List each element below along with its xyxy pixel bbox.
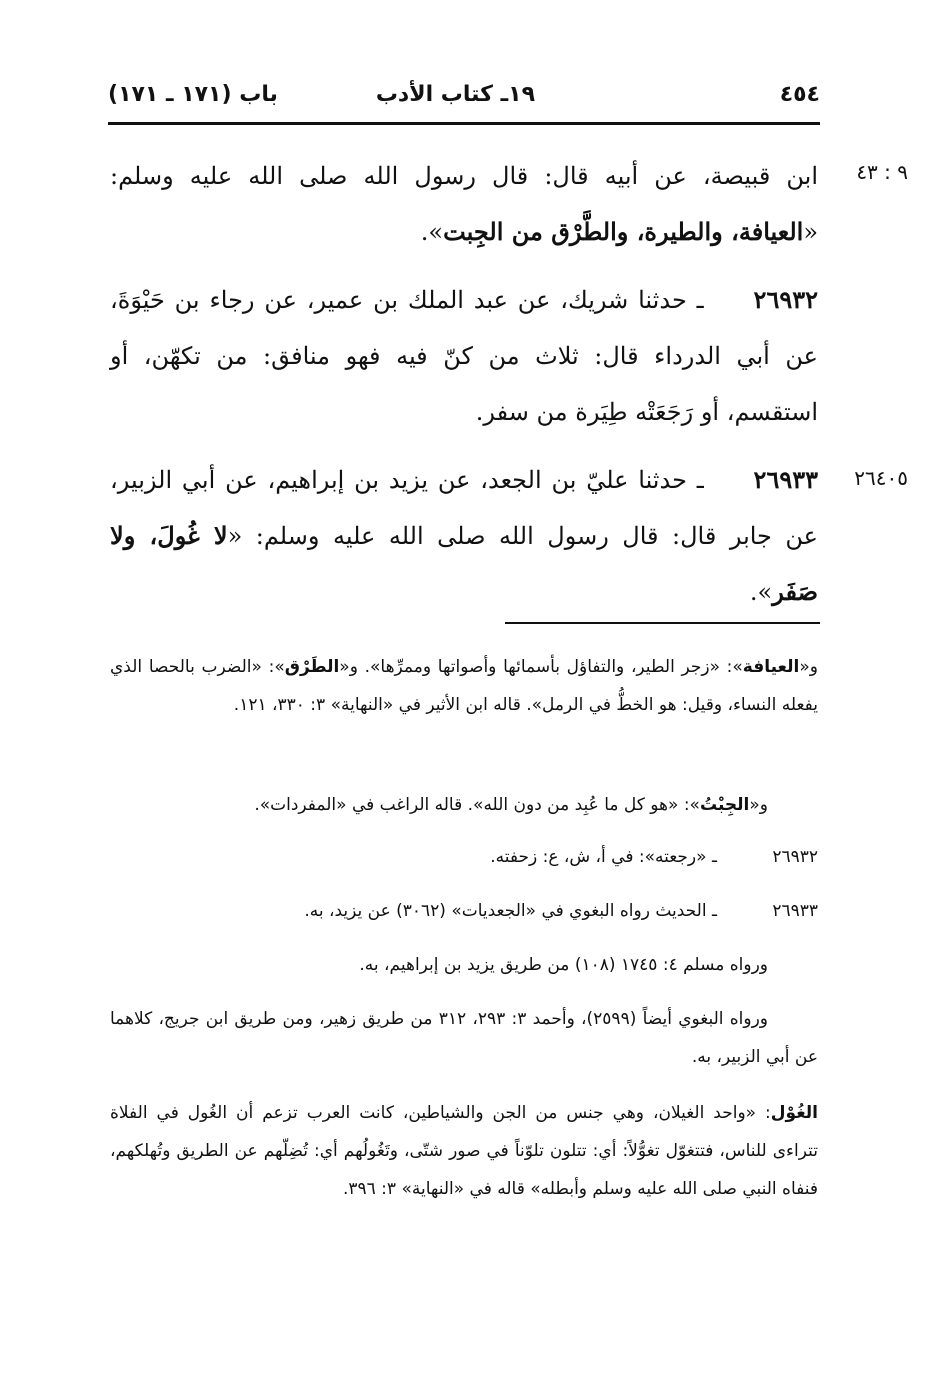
fn-term: الطَرْق xyxy=(284,657,340,677)
footnote-1 xyxy=(110,648,818,724)
fn-text: : «واحد الغيلان، وهي جنس من الجن والشياطين، كانت العرب تزعم أن الغُول في الفلاة تتراءى للناس، فتتغوّل تغوُّلاً: أي: تتلون تلوّناً في صور شتّى، وتَغُولُهم أي: تُضِلّهم عن الطريق وتُهلكهم، فنفاه النبي صلى الله عليه وسلم وأبطله» قاله في «النهاية» ٣: ٣٩٦. xyxy=(110,1103,818,1199)
hadith-text: ـ حدثنا عليّ بن الجعد، عن يزيد بن إبراهيم، عن أبي الزبير، عن جابر قال: قال رسول الله صلى الله عليه وسلم: « xyxy=(110,466,818,550)
header-divider xyxy=(108,122,820,125)
page-header xyxy=(108,80,820,120)
footnote-5 xyxy=(110,946,818,984)
hadith-text: ابن قبيصة، عن أبيه قال: قال رسول الله صلى الله عليه وسلم: « xyxy=(110,162,818,246)
fn-text: »: «زجر الطير، والتفاؤل بأسمائها وأصواتها وممرِّها». و« xyxy=(339,657,743,677)
fn-term: الجِبْتُ xyxy=(699,795,750,815)
footnote-3 xyxy=(110,838,818,876)
hadith-text: ـ حدثنا شريك، عن عبد الملك بن عمير، عن رجاء بن حَيْوَةَ، عن أبي الدرداء قال: ثلاث من كنّ فيه فهو منافق: من تكهّن، أو استقسم، أو رَجَعَتْه طِيَرة من سفر. xyxy=(110,286,818,426)
fn-text: »: «الضرب بالحصا الذي يفعله النساء، وقيل: هو الخطُّ في الرمل». قاله ابن الأثير في «النهاية» ٣: ٣٣٠، ١٢١. xyxy=(110,657,818,715)
hadith-quote-end: ». xyxy=(749,578,773,606)
hadith-26933 xyxy=(110,452,818,620)
hadith-continuation xyxy=(110,148,818,260)
hadith-26932 xyxy=(110,272,818,440)
footnote-7 xyxy=(110,1094,818,1208)
fn-text: ورواه مسلم ٤: ١٧٤٥ (١٠٨) من طريق يزيد بن إبراهيم، به. xyxy=(359,955,768,975)
hadith-number: ٢٦٩٣٣ xyxy=(753,465,818,494)
fn-text: ٢٦٩٣٣ ـ الحديث رواه البغوي في «الجعديات» (٣٠٦٢) عن يزيد، به. xyxy=(304,901,818,921)
margin-reference-1: ٩ : ٤٣ xyxy=(856,160,908,184)
fn-text: و« xyxy=(749,795,768,815)
footnote-divider xyxy=(505,622,820,624)
hadith-quote: لا غُولَ، ولا صَفَر xyxy=(110,521,818,606)
fn-text: ورواه البغوي أيضاً (٢٥٩٩)، وأحمد ٣: ٢٩٣، ٣١٢ من طريق زهير، ومن طريق ابن جريج، كلاهما عن أبي الزبير، به. xyxy=(110,1009,818,1067)
hadith-quote: العيافة، والطيرة، والطَّرْق من الجِبت xyxy=(443,217,804,246)
hadith-quote-end: ». xyxy=(420,218,444,246)
footnote-2 xyxy=(110,786,818,824)
hadith-number: ٢٦٩٣٢ xyxy=(753,285,818,314)
margin-reference-2: ٢٦٤٠٥ xyxy=(854,466,908,490)
book-title: ١٩ـ كتاب الأدب xyxy=(375,82,535,107)
fn-text: ٢٦٩٣٢ ـ «رجعته»: في أ، ش، ع: زحفته. xyxy=(490,847,818,867)
footnote-6 xyxy=(110,1000,818,1076)
page-number: ٤٥٤ xyxy=(779,82,820,107)
fn-text: »: «هو كل ما عُبِد من دون الله». قاله الراغب في «المفردات». xyxy=(254,795,700,815)
fn-text: و« xyxy=(799,657,818,677)
chapter-title: باب (١٧١ ـ ١٧١) xyxy=(108,82,278,107)
fn-term: العيافة xyxy=(742,657,800,677)
fn-term: الغُوْل xyxy=(770,1103,818,1123)
footnote-4 xyxy=(110,892,818,930)
